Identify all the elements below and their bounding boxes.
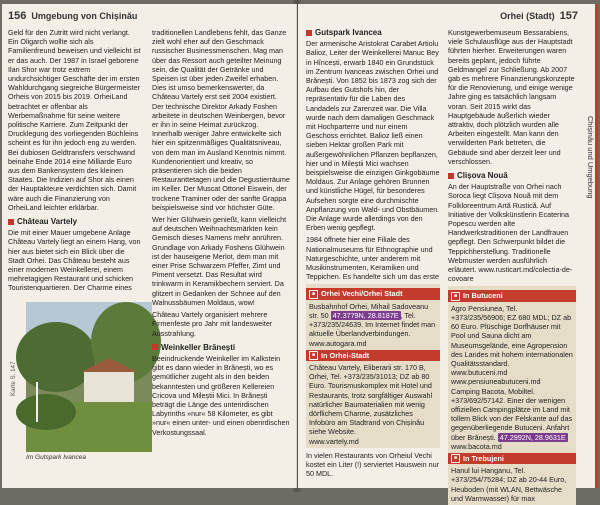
box2-web[interactable]: www.vartely.md bbox=[309, 436, 359, 446]
left-column-1 bbox=[8, 28, 142, 318]
bed-icon: ■ bbox=[451, 454, 460, 463]
left-col1-paragraph: Geld für den Zutritt wird nicht verlangt. Ein Oligarch wollte sich als Familienfreund beweisen und vielleicht ist er das auch. Der 1987 in Israel geborene Ilan Shor war trotz extrem undurchsichtiger Geschäfte der im ersten Wahldurchgang siegreiche Bürgermeister Orheis von 2015 bis 2019. OrheiLand betrachtet er offenbar als Werbemaßnahme für seine weitere politische Karriere. Zum Zeitpunkt der Drucklegung des vorliegenden Büchleins scheint es für ihn jedoch eng zu werden. Bei dubiosen Geldtransfers verschwand beinahe Ende 2014 eine Milliarde Euro aus dem Bankensystem des kleinen Staates. Die Indizien auf Shor als einen der Hauptakteure verdichten sich. Damit wäre auch die Finanzierung von OrheiLand leichter erklärbar. bbox=[8, 28, 141, 212]
red-square-icon bbox=[152, 344, 158, 350]
col3-paragraph: Kunstgewerbemuseum Bessarabiens, viele Schulausflüge aus der Hauptstadt führten hierher. Erweiterungen waren bereits geplant, jedoch führte Geldmangel zur Schließung. Ab 2007 gab es mehrere Finanzierungskonzepte für die Renovierung, und einige wenige Jahre ging es tatsächlich langsam voran. Seit 2015 wirkt das Hauptgebäude äußerlich wieder attraktiv, doch plötzlich wurden alle Arbeiten eingestellt. Man kann den verwilderten Park betreten, die Gebäude sind aber derzeit leer und verschlossen. bbox=[448, 28, 575, 166]
info-box-heading: ■ Orhei Vechi/Orhei Stadt bbox=[306, 288, 440, 299]
box1-text-2: , Tel. +373/235/24639. Im Internet findet man aktuelle Überlandverbindungen. bbox=[309, 310, 436, 339]
map-reference: Karte S. 147 bbox=[10, 361, 17, 396]
geo-coordinates: 47.2992N, 28.9631E bbox=[499, 432, 566, 442]
branesti-heading: Weinkeller Brănești bbox=[152, 343, 290, 352]
edge-red-bar bbox=[595, 4, 598, 488]
col2-bottom-note: In vielen Restaurants von Orheiul Vechi kostet ein Liter (!) serviertet Hauswein nur 50 MDL. bbox=[306, 450, 440, 479]
red-square-icon bbox=[8, 219, 14, 225]
info-box-heading: ■ In Orhei-Stadt bbox=[306, 350, 440, 361]
box4-text: Hanul lui Hanganu, Tel. +373/254/75284; DZ ab 20-44 Euro, Heuboden (mit WLAN, Bettwäsche und Warmwasser) für max bbox=[451, 466, 567, 503]
branesti-paragraph: Beeindruckende Weinkeller im Kalkstein gibt es dann wieder in Brănești, wo es gemütlicher zugeht als in den beiden bekanntesten und größeren Kellereien Cricova und Mileștii Mici. In Brănești beträgt die Länge des unterirdischen Labyrinths »nur« 58 Kilometer, es gibt »nur« einen unter- und einen oberirdischen Verkostungssaal. bbox=[152, 353, 290, 437]
side-tab-label: Chișinău und Umgebung bbox=[586, 116, 595, 199]
right-running-title: Orhei (Stadt) bbox=[500, 11, 555, 21]
right-column-1 bbox=[306, 28, 440, 484]
red-square-icon bbox=[448, 173, 454, 179]
info-box-transport bbox=[306, 284, 440, 447]
photo-caption: Im Gutspark Ivancea bbox=[26, 454, 86, 461]
right-page bbox=[298, 4, 598, 503]
bus-icon: ■ bbox=[309, 290, 318, 299]
left-col2-paragraph-1: traditionellen Landlebens fehlt, das Ganze zielt wohl eher auf den Geschmack russischer Businessmenschen. Mag man über das Ressort auch geteilter Meinung sein, die Qualität der Getränke und Speisen ist über jeden Zweifel erhaben. Dies ist umso bemerkenswerter, da Château Vartely erst seit 2004 existiert. Der technische Direktor Arkady Foshen arbeitete in deutschen Weinbergen, bevor er ihn in seine Heimat zurückzog. Innerhalb weniger Jahre entwickelte sich hier ein spitzenmäßiges Qualitätsniveau, von dem man im Ausland Kenntnis nimmt. Kundenorientiert und kreativ, so präsentieren sich die beiden Restauranttetagen und die Degustierräume im Keller. Der Muscat Ottonel Eiswein, der trockene Traminer oder der sanfte Grappa beispielsweise sind vor höchster Güte. bbox=[152, 28, 290, 212]
gutspark-paragraph-2: 1984 öffnete hier eine Filiale des Nationalmuseums für Ethnographie und Naturgeschichte, unter anderem mit Musikinstrumenten, Keramiken und Teppichen. Es handelte sich um das erste bbox=[306, 235, 440, 282]
box3-web-1[interactable]: www.butuceni.md bbox=[451, 368, 508, 378]
info-box-heading: ■ In Trebujeni bbox=[448, 453, 576, 464]
bed-icon: ■ bbox=[451, 292, 460, 301]
left-running-title: Umgebung von Chișinău bbox=[31, 11, 138, 21]
clisova-heading: Clișova Nouă bbox=[448, 171, 576, 180]
gutspark-paragraph: Der armenische Aristokrat Carabet Artiolu Balioz, Leiter der Weinkellerei Manuc Bey in Hîncești, erwarb 1840 ein Grundstück im Zentrum Ivanceas zwischen Orhei und Brănești. Von 1852 bis 1873 zog sich der Aufbau des Gutshofs hin, der repräsentativ für die Laben des Landadels zur Zarenzeit war. Die Villa wurde nach dem damaligen Geschmack mit Hochparterre und nur einem Geschoss errichtet. Balioz ließ einen sieben Hektar großen Park mit außergewöhnlichen Pflanzen bepflanzen, hier und in Mileștii Mici wachsen beispielsweise die einzigen Ginkgobäume Moldaus. Zur Anlage gehören Brunnen und künstliche Hügel, für besonderes Aufsehen sorgte eine durchmischte Anpflanzung von Wald- und Obstbäumen. Die Anlage wurde allerdings von den Erben wenig gepflegt. bbox=[306, 39, 440, 233]
info-box-lodging bbox=[448, 286, 576, 504]
left-running-head bbox=[8, 10, 137, 22]
chateau-heading: Château Vartely bbox=[8, 217, 142, 226]
box2-text: Château Vartely, Eliberarii str. 170 B, Orhei, Tel. +373/235/31013; DZ ab 80 Euro. Tourismuskomplex mit Hotel und Restaurants, trotz sorgfältiger Auswahl natürlicher Baumaterialien mit wenig dörflichem Charme, zusätzliches Infobüro am Stadtrand von Chișinău siehe Website. bbox=[309, 362, 433, 437]
gutspark-photo bbox=[26, 302, 152, 452]
clisova-web[interactable]: www.rusticart.md/colectia-de-covoare bbox=[448, 265, 573, 284]
right-column-2 bbox=[448, 28, 576, 503]
box3-text-2: Camping Bacota, Mobiltel. +373/692/57142. Einer der wenigen offiziellen Campingplätze im Land mit tollem Blick von der Felskante auf das gegenüberliegende Butuceni. Anfahrt über Brănești. bbox=[451, 386, 573, 442]
left-col2-paragraph-2: Wer hier Glühwein genießt, kann vielleicht auf deutschen Weihnachtsmärkten kein Gemisch dieses Namens mehr anrühren. Grundlage von Arkady Foshens Glühwein ist der hauseigene Merlot, dem man mit einer Prise Schwarzem Pfeffer, Zimt und Piment versetzt. Das Resultat wird trinkwarm in Keramikbechern serviert. Da glitzert in Gedanken der Schnee auf den Walnussbäumen Moldaus, wow! bbox=[152, 215, 287, 307]
geo-coordinates: 47.3779N, 28.8187E bbox=[332, 310, 399, 320]
right-page-number: 157 bbox=[559, 10, 578, 22]
gutspark-heading: Gutspark Ivancea bbox=[306, 28, 440, 37]
red-square-icon bbox=[306, 30, 312, 36]
box3-web-2[interactable]: www.pensiuneabutuceni.md bbox=[451, 377, 541, 387]
left-page-number: 156 bbox=[8, 10, 27, 22]
box3-web-3[interactable]: www.bacota.md bbox=[451, 441, 502, 451]
box3-text: Agro Pensiunea, Tel. +373/235/56906; EZ 680 MDL; DZ ab 60 Euro. Plüschige Dorfhäuser mit Pool und Sauna dicht am Museumsgelände, eine Agropension des Landes mit hohem internationalen Qualitätsstandard. bbox=[451, 303, 573, 368]
box1-text: Busbahnhof Orhei, Mihail Sadoveanu str. 50 bbox=[309, 301, 429, 320]
box1-web[interactable]: www.autogara.md bbox=[309, 338, 367, 348]
chateau-paragraph: Die mit einer Mauer umgebene Anlage Château Vartely liegt an einem Hang, von hier aus bietet sich ein Blick über die Stadt Orhei. Das Château besteht aus einer modernen Weinkellerei, einem mehretagigen Restaurant und schicken Touristenquartieren. Der Charme eines bbox=[8, 228, 141, 293]
left-page bbox=[2, 4, 297, 488]
clisova-paragraph: An der Hauptstraße von Orhei nach Soroca liegt Clișova Nouă mit dem Folkloreentrum Artă Rustică. Auf Initiative der Volkskünstlerin Ecaterina Popescu werden alte Handwerkstraditionen der Landfrauen gepflegt. Den Schwerpunkt bildet die Teppichherstellung. Traditionelle Webmuster werden ausführlich erläutert. www.rusticart.md/colectia-de-covoare bbox=[448, 182, 573, 284]
info-box-heading: ■ In Butuceni bbox=[448, 290, 576, 301]
right-running-head bbox=[500, 10, 578, 22]
left-col2-paragraph-3: Château Vartely organisiert mehrere Firmenfeste pro Jahr mit landesweiter Ausstrahlung. bbox=[152, 310, 273, 338]
bed-icon: ■ bbox=[309, 351, 318, 360]
left-column-2 bbox=[152, 28, 290, 484]
